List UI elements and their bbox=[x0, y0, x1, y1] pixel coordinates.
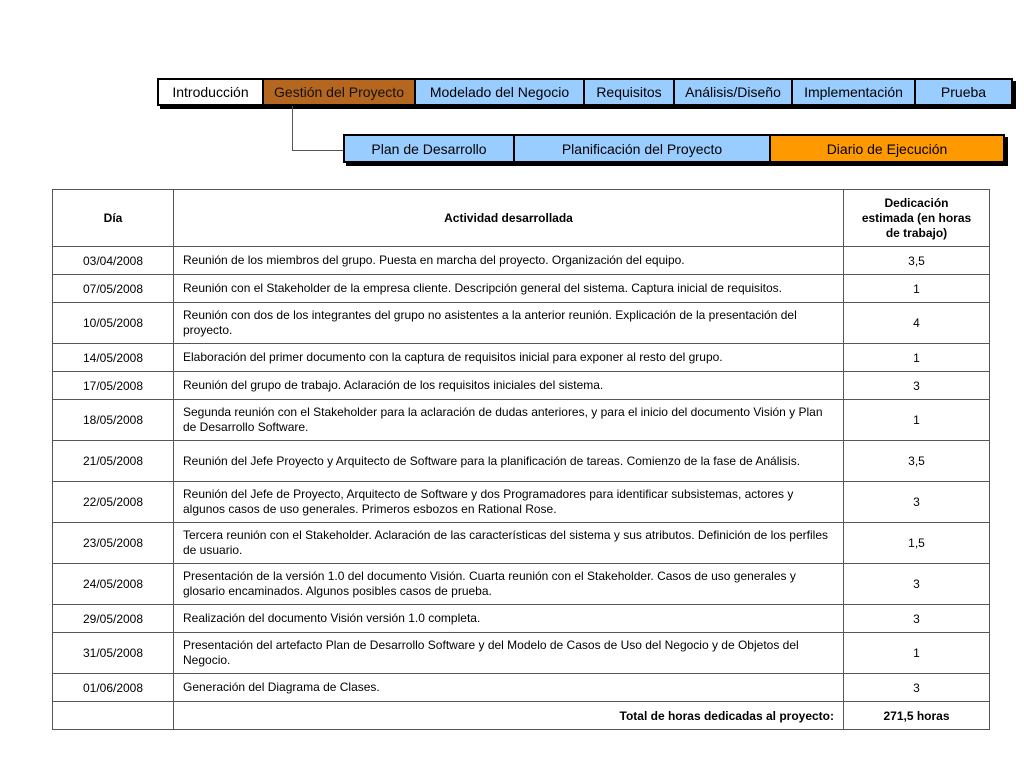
nav-connector-horizontal bbox=[292, 150, 344, 151]
sub-nav bbox=[343, 134, 1005, 163]
row-activity: Generación del Diagrama de Clases. bbox=[174, 674, 844, 702]
tab-requisitos[interactable]: Requisitos bbox=[583, 78, 675, 106]
row-activity: Tercera reunión con el Stakeholder. Aclaración de las características del sistema y sus atributos. Definición de los perfiles de usuario. bbox=[174, 523, 844, 564]
tab-prueba[interactable]: Prueba bbox=[914, 78, 1013, 106]
row-day: 21/05/2008 bbox=[53, 441, 174, 482]
subtab-planificacion-del-proyecto[interactable]: Planificación del Proyecto bbox=[513, 134, 771, 163]
row-activity: Reunión del Jefe Proyecto y Arquitecto de Software para la planificación de tareas. Comienzo de la fase de Análisis. bbox=[174, 441, 844, 482]
table-total-row bbox=[53, 702, 990, 730]
header-day: Día bbox=[53, 190, 174, 247]
total-empty-cell bbox=[53, 702, 174, 730]
row-day: 23/05/2008 bbox=[53, 523, 174, 564]
table-row bbox=[53, 674, 990, 702]
row-activity: Elaboración del primer documento con la captura de requisitos inicial para exponer al resto del grupo. bbox=[174, 344, 844, 372]
row-hours: 1 bbox=[844, 344, 990, 372]
tab-introduccion[interactable]: Introducción bbox=[157, 78, 264, 106]
row-hours: 1 bbox=[844, 275, 990, 303]
row-activity: Reunión del grupo de trabajo. Aclaración de los requisitos iniciales del sistema. bbox=[174, 372, 844, 400]
row-day: 29/05/2008 bbox=[53, 605, 174, 633]
table-row bbox=[53, 247, 990, 275]
execution-log-table bbox=[52, 189, 990, 730]
total-value: 271,5 horas bbox=[844, 702, 990, 730]
table-row bbox=[53, 482, 990, 523]
row-hours: 1,5 bbox=[844, 523, 990, 564]
row-hours: 3 bbox=[844, 372, 990, 400]
nav-connector-vertical bbox=[292, 106, 293, 151]
row-activity: Reunión de los miembros del grupo. Puesta en marcha del proyecto. Organización del equipo. bbox=[174, 247, 844, 275]
row-activity: Segunda reunión con el Stakeholder para la aclaración de dudas anteriores, y para el inicio del documento Visión y Plan de Desarrollo Software. bbox=[174, 400, 844, 441]
row-hours: 3 bbox=[844, 605, 990, 633]
row-activity: Reunión con dos de los integrantes del grupo no asistentes a la anterior reunión. Explicación de la presentación del proyecto. bbox=[174, 303, 844, 344]
row-activity: Presentación del artefacto Plan de Desarrollo Software y del Modelo de Casos de Uso del Negocio y de Objetos del Negocio. bbox=[174, 633, 844, 674]
table-row bbox=[53, 372, 990, 400]
header-activity: Actividad desarrollada bbox=[174, 190, 844, 247]
row-hours: 3 bbox=[844, 674, 990, 702]
row-hours: 3,5 bbox=[844, 247, 990, 275]
row-hours: 3,5 bbox=[844, 441, 990, 482]
row-hours: 1 bbox=[844, 633, 990, 674]
table-row bbox=[53, 400, 990, 441]
total-label: Total de horas dedicadas al proyecto: bbox=[174, 702, 844, 730]
row-day: 17/05/2008 bbox=[53, 372, 174, 400]
row-activity: Realización del documento Visión versión 1.0 completa. bbox=[174, 605, 844, 633]
table-row bbox=[53, 303, 990, 344]
header-hours-line1: Dedicación bbox=[884, 195, 949, 210]
row-hours: 3 bbox=[844, 482, 990, 523]
main-nav bbox=[157, 78, 1013, 106]
row-activity: Presentación de la versión 1.0 del documento Visión. Cuarta reunión con el Stakeholder. Casos de uso generales y glosario encaminados. Algunos posibles casos de prueba. bbox=[174, 564, 844, 605]
row-day: 22/05/2008 bbox=[53, 482, 174, 523]
tab-gestion-del-proyecto[interactable]: Gestión del Proyecto bbox=[262, 78, 416, 106]
row-hours: 3 bbox=[844, 564, 990, 605]
row-day: 07/05/2008 bbox=[53, 275, 174, 303]
row-hours: 4 bbox=[844, 303, 990, 344]
table-row bbox=[53, 633, 990, 674]
table-row bbox=[53, 441, 990, 482]
row-hours: 1 bbox=[844, 400, 990, 441]
tab-modelado-del-negocio[interactable]: Modelado del Negocio bbox=[414, 78, 585, 106]
row-day: 03/04/2008 bbox=[53, 247, 174, 275]
tab-implementacion[interactable]: Implementación bbox=[791, 78, 916, 106]
row-day: 18/05/2008 bbox=[53, 400, 174, 441]
tab-analisis-diseno[interactable]: Análisis/Diseño bbox=[673, 78, 793, 106]
table-header-row bbox=[53, 190, 990, 247]
row-day: 14/05/2008 bbox=[53, 344, 174, 372]
header-hours-line2: estimada (en horas bbox=[861, 210, 972, 225]
table-row bbox=[53, 605, 990, 633]
table-row bbox=[53, 344, 990, 372]
row-day: 31/05/2008 bbox=[53, 633, 174, 674]
header-hours bbox=[844, 190, 990, 247]
table-row bbox=[53, 523, 990, 564]
subtab-plan-de-desarrollo[interactable]: Plan de Desarrollo bbox=[343, 134, 515, 163]
header-hours-line3: de trabajo) bbox=[885, 225, 948, 240]
row-day: 24/05/2008 bbox=[53, 564, 174, 605]
subtab-diario-de-ejecucion[interactable]: Diario de Ejecución bbox=[769, 134, 1005, 163]
row-activity: Reunión con el Stakeholder de la empresa cliente. Descripción general del sistema. Captura inicial de requisitos. bbox=[174, 275, 844, 303]
table-row bbox=[53, 564, 990, 605]
row-day: 10/05/2008 bbox=[53, 303, 174, 344]
row-day: 01/06/2008 bbox=[53, 674, 174, 702]
row-activity: Reunión del Jefe de Proyecto, Arquitecto de Software y dos Programadores para identificar subsistemas, actores y algunos casos de uso generales. Primeros esbozos en Rational Rose. bbox=[174, 482, 844, 523]
table-row bbox=[53, 275, 990, 303]
